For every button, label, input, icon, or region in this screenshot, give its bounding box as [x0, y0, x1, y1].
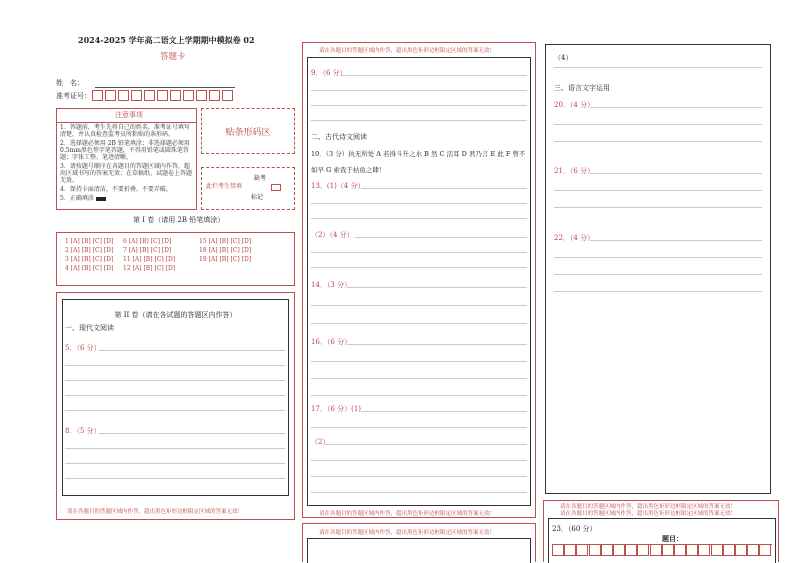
- absent-mark-text: 标记: [251, 194, 264, 201]
- notice-item: 1．答题前，考生先将自己的姓名，准考证号填写清楚，并认真检查监考员所粘贴的条形码。: [60, 124, 190, 138]
- choice-row[interactable]: 18 [A] [B] [C] [D]: [199, 247, 252, 254]
- answer-line[interactable]: [311, 361, 527, 362]
- answer-line[interactable]: [311, 105, 527, 106]
- answer-line[interactable]: [65, 448, 285, 449]
- answer-line[interactable]: [65, 478, 285, 479]
- section2-box: [56, 292, 295, 520]
- answer-line[interactable]: [554, 257, 762, 258]
- warning-text: 请在各题目的答题区域内作答，超出黑色矩形边框限定区域的答案无效！: [319, 511, 496, 517]
- answer-line[interactable]: [554, 124, 762, 125]
- column3-box: [545, 44, 771, 494]
- essay-grid-cell[interactable]: [650, 545, 662, 556]
- choice-row[interactable]: 1 [A] [B] [C] [D]: [65, 238, 114, 245]
- answer-line[interactable]: [99, 350, 285, 351]
- answer-line[interactable]: [65, 365, 285, 366]
- choice-row[interactable]: 3 [A] [B] [C] [D]: [65, 256, 114, 263]
- choice-row[interactable]: 12 [A] [B] [C] [D]: [123, 265, 176, 272]
- answer-line[interactable]: [554, 190, 762, 191]
- notice-title: 注意事项: [115, 111, 143, 119]
- absent-checkbox[interactable]: [271, 184, 281, 191]
- choice-column: [65, 238, 113, 272]
- answer-line[interactable]: [311, 492, 527, 493]
- id-digit-cell[interactable]: [183, 90, 194, 101]
- answer-line[interactable]: [311, 427, 527, 428]
- answer-line[interactable]: [311, 460, 527, 461]
- answer-line[interactable]: [311, 476, 527, 477]
- essay-grid-cell[interactable]: [759, 545, 771, 556]
- answer-line[interactable]: [554, 141, 762, 142]
- choice-row[interactable]: 7 [A] [B] [C] [D]: [123, 247, 172, 254]
- choice-column: [199, 238, 251, 263]
- essay-grid-cell[interactable]: [747, 545, 759, 556]
- question-22: 22．（4 分）: [554, 234, 595, 242]
- notice-box: [56, 108, 197, 210]
- id-digit-cell[interactable]: [92, 90, 103, 101]
- part2-heading: 二、古代诗文阅读: [311, 133, 367, 141]
- page-subtitle: 答题卡: [160, 52, 186, 62]
- warning-text: 请在各题目的答题区域内作答，超出黑色矩形边框限定区域的答案无效！: [560, 504, 737, 510]
- id-digit-cell[interactable]: [157, 90, 168, 101]
- essay-grid-cell[interactable]: [698, 545, 710, 556]
- answer-line[interactable]: [361, 411, 527, 412]
- answer-line[interactable]: [355, 237, 527, 238]
- question-23: 23．（60 分）: [552, 525, 597, 533]
- choice-row[interactable]: 6 [A] [B] [C] [D]: [123, 238, 172, 245]
- question-20: 20．（4 分）: [554, 101, 595, 109]
- answer-line[interactable]: [311, 305, 527, 306]
- id-digit-cell[interactable]: [144, 90, 155, 101]
- column2-next-box: [302, 523, 536, 562]
- filled-mark-icon: [96, 197, 106, 201]
- choice-row[interactable]: 15 [A] [B] [C] [D]: [199, 238, 252, 245]
- absent-box: [201, 167, 295, 210]
- id-digit-cell[interactable]: [105, 90, 116, 101]
- essay-grid-cell[interactable]: [674, 545, 686, 556]
- essay-grid-cell[interactable]: [735, 545, 747, 556]
- essay-grid-cell[interactable]: [613, 545, 625, 556]
- answer-line[interactable]: [65, 410, 285, 411]
- answer-line[interactable]: [311, 218, 527, 219]
- answer-line[interactable]: [311, 120, 527, 121]
- question-cont: （4）: [554, 54, 573, 62]
- warning-text: 请在各题目的答题区域内作答，超出黑色矩形边框限定区域的答案无效！: [67, 509, 244, 515]
- barcode-area: [201, 108, 295, 154]
- answer-line[interactable]: [347, 287, 527, 288]
- answer-line[interactable]: [311, 90, 527, 91]
- id-digit-cell[interactable]: [118, 90, 129, 101]
- id-digit-cell[interactable]: [222, 90, 233, 101]
- warning-text: 请在各题目的答题区域内作答，超出黑色矩形边框限定区域的答案无效！: [319, 48, 496, 54]
- part1-heading: 一、现代文阅读: [65, 324, 114, 332]
- answer-line[interactable]: [65, 395, 285, 396]
- notice-item: 5．正确填涂: [60, 195, 94, 202]
- question-9: 9．（6 分）: [311, 69, 347, 77]
- section1-title: 第 I 卷（请用 2B 铅笔填涂）: [133, 216, 225, 224]
- answer-line[interactable]: [99, 433, 285, 434]
- section2-title: 第 II 卷（请在各试题的答题区内作答）: [114, 311, 237, 319]
- essay-grid-cell[interactable]: [723, 545, 735, 556]
- essay-grid-cell[interactable]: [637, 545, 649, 556]
- essay-grid-cell[interactable]: [625, 545, 637, 556]
- answer-line[interactable]: [590, 240, 762, 241]
- answer-line[interactable]: [311, 395, 527, 396]
- part3-heading: 三、语言文字运用: [554, 84, 610, 92]
- answer-line[interactable]: [311, 252, 527, 253]
- answer-line[interactable]: [311, 378, 527, 379]
- answer-line[interactable]: [65, 463, 285, 464]
- answer-line[interactable]: [554, 207, 762, 208]
- question-13-1: 13．(1)（4 分）: [311, 182, 365, 190]
- question-8: 8．（5 分）: [65, 427, 101, 435]
- essay-title-label: 题目：: [662, 534, 683, 543]
- id-digit-cell[interactable]: [131, 90, 142, 101]
- essay-grid-cell[interactable]: [662, 545, 674, 556]
- notice-list: [60, 124, 194, 202]
- question-10-cont: 如早 G 索我于枯鱼之肆！: [311, 166, 386, 174]
- answer-line[interactable]: [361, 188, 527, 189]
- question-14: 14．（3 分）: [311, 281, 352, 289]
- answer-line[interactable]: [554, 291, 762, 292]
- choice-box: [56, 232, 295, 286]
- question-10: 10．（3 分）执无所处 A 若得斗升之水 B 然 C 活耳 D 君乃言 E 此 F 曾不: [311, 150, 526, 158]
- student-id-label: 准考证号：: [56, 92, 91, 100]
- question-16: 16．（6 分）: [311, 338, 352, 346]
- id-digit-cell[interactable]: [170, 90, 181, 101]
- choice-row[interactable]: 2 [A] [B] [C] [D]: [65, 247, 114, 254]
- notice-item: 4．保持卡面清洁，不要折叠、不要弄破。: [60, 186, 172, 193]
- page-title: 2024-2025 学年高二语文上学期期中模拟卷 02: [78, 35, 255, 45]
- absent-label: 此栏考生禁填: [206, 183, 243, 190]
- essay-grid-cell[interactable]: [711, 545, 723, 556]
- essay-grid-cell[interactable]: [576, 545, 588, 556]
- answer-line[interactable]: [65, 380, 285, 381]
- warning-text: 请在各题目的答题区域内作答，超出黑色矩形边框限定区域的答案无效！: [560, 511, 737, 517]
- answer-line[interactable]: [347, 344, 527, 345]
- answer-line[interactable]: [311, 323, 527, 324]
- choice-column: [123, 238, 175, 272]
- name-field[interactable]: [95, 87, 235, 88]
- answer-line[interactable]: [311, 267, 527, 268]
- answer-line[interactable]: [325, 444, 527, 445]
- essay-grid-cell[interactable]: [589, 545, 601, 556]
- question-13-2: （2）（4 分）: [311, 231, 354, 239]
- answer-line[interactable]: [341, 75, 527, 76]
- essay-grid-cell[interactable]: [564, 545, 576, 556]
- absent-mark-text: 缺考: [254, 175, 267, 182]
- notice-item: 3．请按题号顺序在各题目的答题区域内作答，超出区域书写的答案无效；在草稿纸、试题卷上答题无效。: [60, 163, 193, 184]
- id-digit-cell[interactable]: [196, 90, 207, 101]
- choice-row[interactable]: 4 [A] [B] [C] [D]: [65, 265, 114, 272]
- question-5: 5．（6 分）: [65, 344, 101, 352]
- notice-item: 2．选择题必须用 2B 铅笔填涂；非选择题必须用 0.5mm黑色签字笔答题，不得用铅笔或圆珠笔答题；字体工整、笔迹清晰。: [60, 140, 190, 161]
- question-17-2: （2）: [311, 438, 330, 446]
- answer-line[interactable]: [590, 107, 762, 108]
- question-17-1: 17．（6 分）(1): [311, 405, 362, 413]
- essay-box: [543, 500, 779, 562]
- choice-row[interactable]: 19 [A] [B] [C] [D]: [199, 256, 252, 263]
- answer-line[interactable]: [554, 67, 762, 68]
- essay-grid-cell[interactable]: [601, 545, 613, 556]
- essay-grid-cell[interactable]: [686, 545, 698, 556]
- id-digit-cell[interactable]: [209, 90, 220, 101]
- question-21: 21．（6 分）: [554, 167, 595, 175]
- warning-text: 请在各题目的答题区域内作答，超出黑色矩形边框限定区域的答案无效！: [319, 530, 496, 536]
- barcode-label: 贴条形码区: [225, 128, 271, 138]
- choice-row[interactable]: 11 [A] [B] [C] [D]: [123, 256, 176, 263]
- column2-box: [302, 42, 536, 518]
- essay-grid-cell[interactable]: [552, 545, 564, 556]
- answer-line[interactable]: [554, 274, 762, 275]
- name-label: 姓 名：: [56, 79, 84, 87]
- answer-line[interactable]: [311, 203, 527, 204]
- answer-line[interactable]: [590, 173, 762, 174]
